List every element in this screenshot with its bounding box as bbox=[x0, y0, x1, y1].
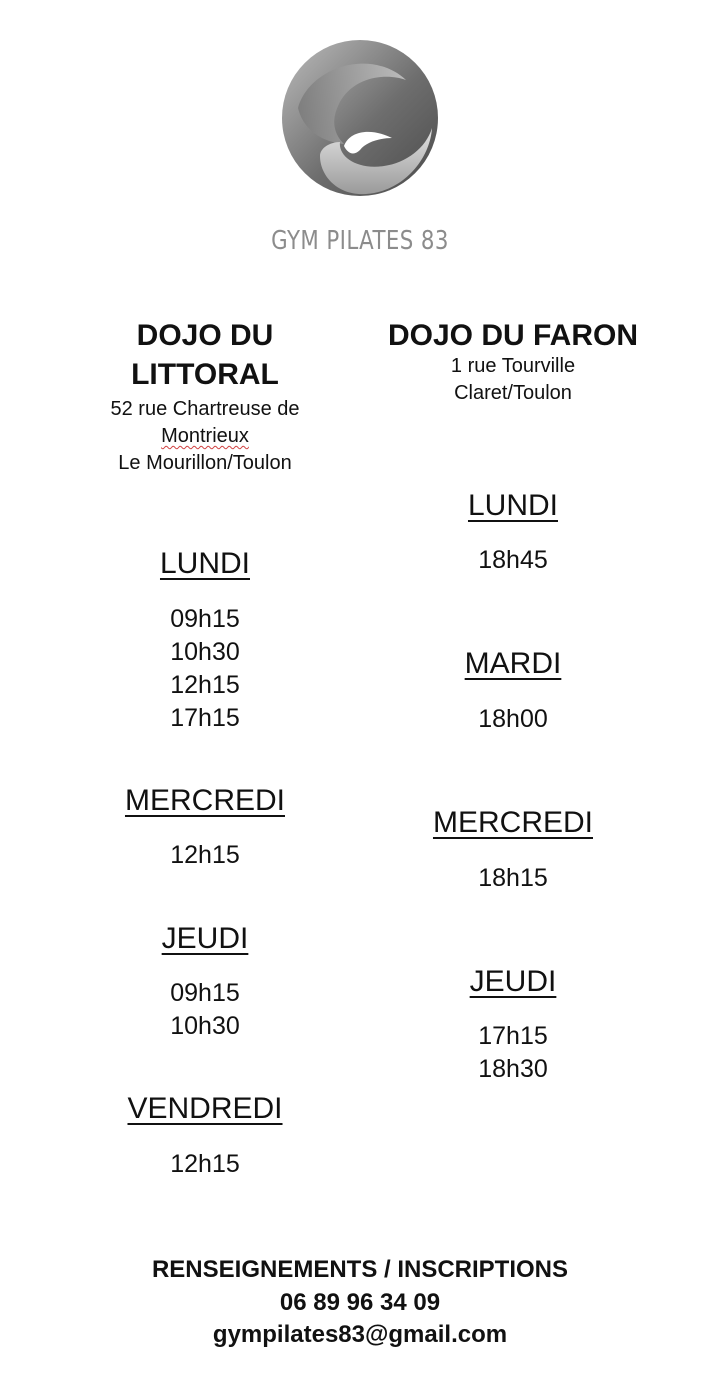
littoral-day-heading: VENDREDI bbox=[127, 1092, 283, 1125]
littoral-day-heading: LUNDI bbox=[159, 547, 250, 580]
faron-times bbox=[368, 862, 658, 895]
time-slot: 12h15 bbox=[170, 1150, 240, 1178]
littoral-times bbox=[90, 839, 320, 872]
dojo-faron-name: DOJO DU FARON bbox=[387, 319, 639, 352]
dojo-littoral-address-line3: Le Mourillon/Toulon bbox=[118, 452, 292, 474]
time-slot: 17h15 bbox=[478, 1022, 548, 1050]
dojo-littoral-address-line1: 52 rue Chartreuse de bbox=[110, 398, 300, 420]
time-slot: 18h45 bbox=[478, 546, 548, 574]
faron-day-heading: LUNDI bbox=[467, 489, 558, 522]
time-slot: 18h00 bbox=[478, 705, 548, 733]
time-slot: 18h30 bbox=[478, 1055, 548, 1083]
time-slot: 10h30 bbox=[170, 638, 240, 666]
faron-day-heading: JEUDI bbox=[469, 965, 557, 998]
brand-name: GYM PILATES 83 bbox=[271, 226, 449, 256]
contact-email: gympilates83@gmail.com bbox=[212, 1321, 508, 1348]
contact-heading: RENSEIGNEMENTS / INSCRIPTIONS bbox=[151, 1256, 569, 1283]
time-slot: 18h15 bbox=[478, 864, 548, 892]
littoral-day-heading: MERCREDI bbox=[124, 784, 285, 817]
time-slot: 10h30 bbox=[170, 1012, 240, 1040]
dojo-faron-address-line1: 1 rue Tourville bbox=[450, 355, 576, 377]
faron-times bbox=[368, 544, 658, 577]
littoral-times bbox=[90, 977, 320, 1043]
faron-times bbox=[368, 703, 658, 736]
time-slot: 17h15 bbox=[170, 704, 240, 732]
dojo-littoral-address-line2: Montrieux bbox=[161, 425, 249, 447]
littoral-times bbox=[90, 1148, 320, 1181]
littoral-day-heading: JEUDI bbox=[161, 922, 249, 955]
time-slot: 09h15 bbox=[170, 979, 240, 1007]
time-slot: 09h15 bbox=[170, 605, 240, 633]
dojo-faron-address-line2: Claret/Toulon bbox=[454, 382, 572, 404]
contact-footer bbox=[0, 1254, 720, 1352]
faron-times bbox=[368, 1020, 658, 1086]
dojo-littoral-header bbox=[90, 316, 320, 477]
time-slot: 12h15 bbox=[170, 841, 240, 869]
dojo-faron-header bbox=[368, 316, 658, 407]
contact-phone: 06 89 96 34 09 bbox=[279, 1288, 441, 1316]
faron-day-heading: MERCREDI bbox=[432, 806, 593, 839]
dojo-littoral-name-line1: DOJO DU bbox=[136, 319, 274, 352]
dojo-littoral-name-line2: LITTORAL bbox=[131, 358, 279, 391]
swirl-logo-icon bbox=[280, 38, 442, 202]
time-slot: 12h15 bbox=[170, 671, 240, 699]
littoral-times bbox=[90, 603, 320, 735]
faron-day-heading: MARDI bbox=[464, 647, 562, 680]
